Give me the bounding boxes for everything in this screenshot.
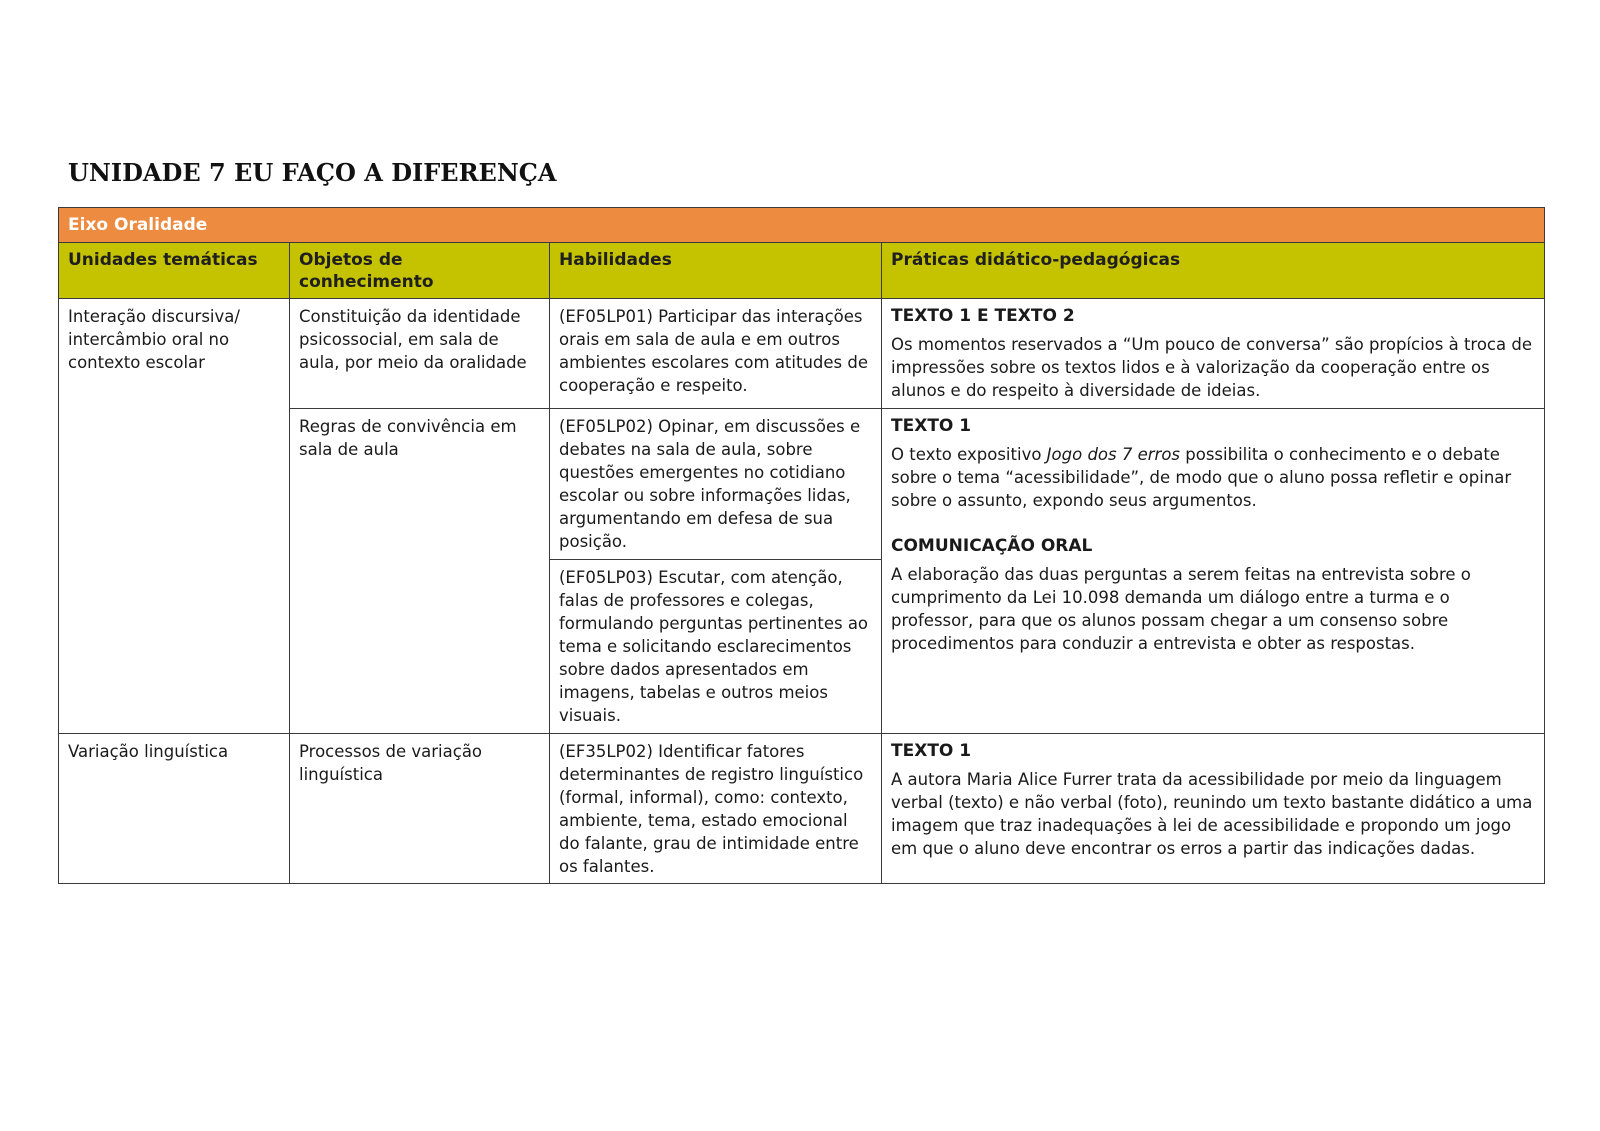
pratica-text: A elaboração das duas perguntas a serem feitas na entrevista sobre o cumprimento da Lei 10.098 demanda um diálogo entre a turma e o professor, para que os alunos possam chegar a um consenso sobre procedimentos para conduzir a entrevista e obter as respostas. xyxy=(891,565,1471,653)
pratica-text: Os momentos reservados a “Um pouco de conversa” são propícios à troca de impressões sobre os textos lidos e à valorização da cooperação entre os alunos e do respeito à diversidade de ideias. xyxy=(891,335,1532,400)
pratica-text-title: Jogo dos 7 erros xyxy=(1046,445,1181,464)
unidade-cell xyxy=(59,734,290,884)
pratica-text: A autora Maria Alice Furrer trata da acessibilidade por meio da linguagem verbal (texto) e não verbal (foto), reunindo um texto bastante didático a uma imagem que traz inadequações à lei de acessibilidade e propondo um jogo em que o aluno deve encontrar os erros a partir das indicações dadas. xyxy=(891,770,1533,858)
table-row xyxy=(59,734,1545,884)
pratica-text-part: O texto expositivo xyxy=(891,445,1047,464)
habilidade-cell xyxy=(550,560,882,734)
habilidade-cell xyxy=(550,299,882,409)
column-header-unidades: Unidades temáticas xyxy=(59,243,290,299)
pratica-heading: COMUNICAÇÃO ORAL xyxy=(891,536,1093,556)
axis-header-row xyxy=(59,208,1545,243)
column-header-row xyxy=(59,243,1545,299)
habilidade-text: (EF35LP02) Identificar fatores determinantes de registro linguístico (formal, informal), como: contexto, ambiente, tema, estado emocional do falante, grau de intimidade entre os falantes. xyxy=(559,742,864,876)
pratica-cell xyxy=(882,409,1545,734)
pratica-text-part: possibilita o conhecimento e o debate sobre o tema “acessibilidade”, de modo que o aluno possa refletir e opinar sobre o assunto, expondo seus argumentos. xyxy=(891,445,1512,510)
habilidade-text: (EF05LP03) Escutar, com atenção, falas de professores e colegas, formulando perguntas pertinentes ao tema e solicitando esclarecimentos sobre dados apresentados em imagens, tabelas e outros meios visuais. xyxy=(559,568,869,725)
habilidade-cell xyxy=(550,734,882,884)
unidade-text: Variação linguística xyxy=(68,742,229,761)
habilidade-cell xyxy=(550,409,882,560)
habilidade-text: (EF05LP01) Participar das interações orais em sala de aula e em outros ambientes escolares com atitudes de cooperação e respeito. xyxy=(559,307,869,395)
column-header-praticas: Práticas didático-pedagógicas xyxy=(882,243,1545,299)
pratica-heading: TEXTO 1 xyxy=(891,416,972,436)
objeto-text: Constituição da identidade psicossocial, em sala de aula, por meio da oralidade xyxy=(299,307,527,372)
objeto-cell xyxy=(290,734,550,884)
column-header-habilidades: Habilidades xyxy=(550,243,882,299)
pratica-text xyxy=(891,443,1535,512)
habilidade-text: (EF05LP02) Opinar, em discussões e debates na sala de aula, sobre questões emergentes no cotidiano escolar ou sobre informações lidas, argumentando em defesa de sua posição. xyxy=(559,417,861,551)
unidade-cell xyxy=(59,299,290,734)
pratica-cell xyxy=(882,299,1545,409)
column-header-objetos: Objetos de conhecimento xyxy=(290,243,550,299)
objeto-cell xyxy=(290,409,550,734)
pratica-cell xyxy=(882,734,1545,884)
pratica-heading: TEXTO 1 xyxy=(891,741,972,761)
unidade-text: Interação discursiva/ intercâmbio oral no contexto escolar xyxy=(68,307,240,372)
table-row xyxy=(59,299,1545,409)
axis-header: Eixo Oralidade xyxy=(59,208,1545,243)
spacer xyxy=(891,512,1535,535)
curriculum-table xyxy=(58,207,1545,884)
page-title: UNIDADE 7 EU FAÇO A DIFERENÇA xyxy=(68,158,557,187)
pratica-heading: TEXTO 1 E TEXTO 2 xyxy=(891,306,1075,326)
objeto-text: Processos de variação linguística xyxy=(299,742,483,784)
objeto-cell xyxy=(290,299,550,409)
objeto-text: Regras de convivência em sala de aula xyxy=(299,417,517,459)
